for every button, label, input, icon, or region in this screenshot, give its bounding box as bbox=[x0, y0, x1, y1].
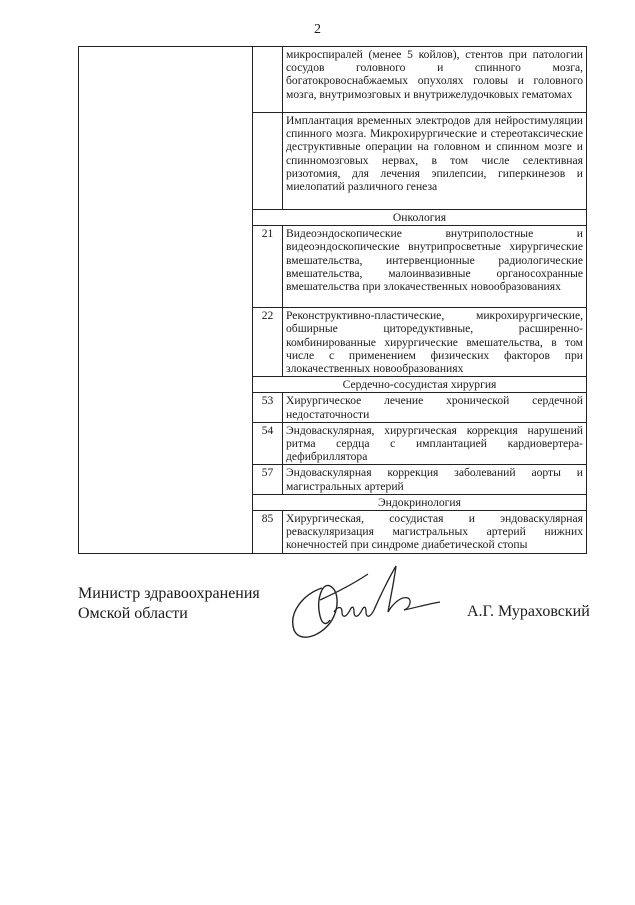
empty-left-column bbox=[79, 47, 253, 554]
row-number: 53 bbox=[253, 393, 283, 422]
signatory-name: А.Г. Мураховский bbox=[467, 603, 590, 620]
row-description: Хирургическая, сосудистая и эндоваскулярная реваскуляризация магистральных артерий нижних конечностей при синдроме диабетической стопы bbox=[283, 511, 587, 554]
row-description: Эндоваскулярная, хирургическая коррекция нарушений ритма сердца с имплантацией кардиовертера-дефибриллятора bbox=[283, 422, 587, 465]
row-description: Хирургическое лечение хронической сердечной недостаточности bbox=[283, 393, 587, 422]
procedures-table bbox=[78, 46, 587, 554]
row-description: Видеоэндоскопические внутриполостные и видеоэндоскопические внутрипросветные хирургические вмешательства, интервенционные радиологические вмешательства, малоинвазивные органосохранные вмешательства при злокачественных новообразованиях bbox=[283, 226, 587, 308]
position-line-1: Министр здравоохранения bbox=[78, 585, 260, 602]
row-description: Реконструктивно-пластические, микрохирургические, обширные циторедуктивные, расширенно-комбинированные хирургические вмешательства, в том числе с применением физических факторов при злокачественных новообразованиях bbox=[283, 308, 587, 377]
handwritten-signature bbox=[282, 560, 452, 650]
row-number: 22 bbox=[253, 308, 283, 377]
row-description: микроспиралей (менее 5 койлов), стентов при патологии сосудов головного и спинного мозга, богатокровоснабжаемых опухолях головы и головного мозга, внутримозговых и внутрижелудочковых гематомах bbox=[283, 47, 587, 113]
section-title-cardio: Сердечно-сосудистая хирургия bbox=[253, 377, 587, 393]
page-number: 2 bbox=[314, 22, 321, 37]
section-title-oncology: Онкология bbox=[253, 210, 587, 226]
row-description: Эндоваскулярная коррекция заболеваний аорты и магистральных артерий bbox=[283, 465, 587, 494]
row-number bbox=[253, 113, 283, 210]
signatory-position bbox=[78, 584, 260, 624]
row-number: 21 bbox=[253, 226, 283, 308]
table-row bbox=[79, 47, 587, 113]
row-number bbox=[253, 47, 283, 113]
row-number: 57 bbox=[253, 465, 283, 494]
row-number: 85 bbox=[253, 511, 283, 554]
section-title-endocrinology: Эндокринология bbox=[253, 494, 587, 510]
row-number: 54 bbox=[253, 422, 283, 465]
position-line-2: Омской области bbox=[78, 605, 188, 622]
row-description: Имплантация временных электродов для нейростимуляции спинного мозга. Микрохирургические и стереотаксические деструктивные операции на головном и спинном мозге и спинномозговых нервах, в том числе селективная ризотомия, для лечения эпилепсии, гиперкинезов и миелопатий различного генеза bbox=[283, 113, 587, 210]
